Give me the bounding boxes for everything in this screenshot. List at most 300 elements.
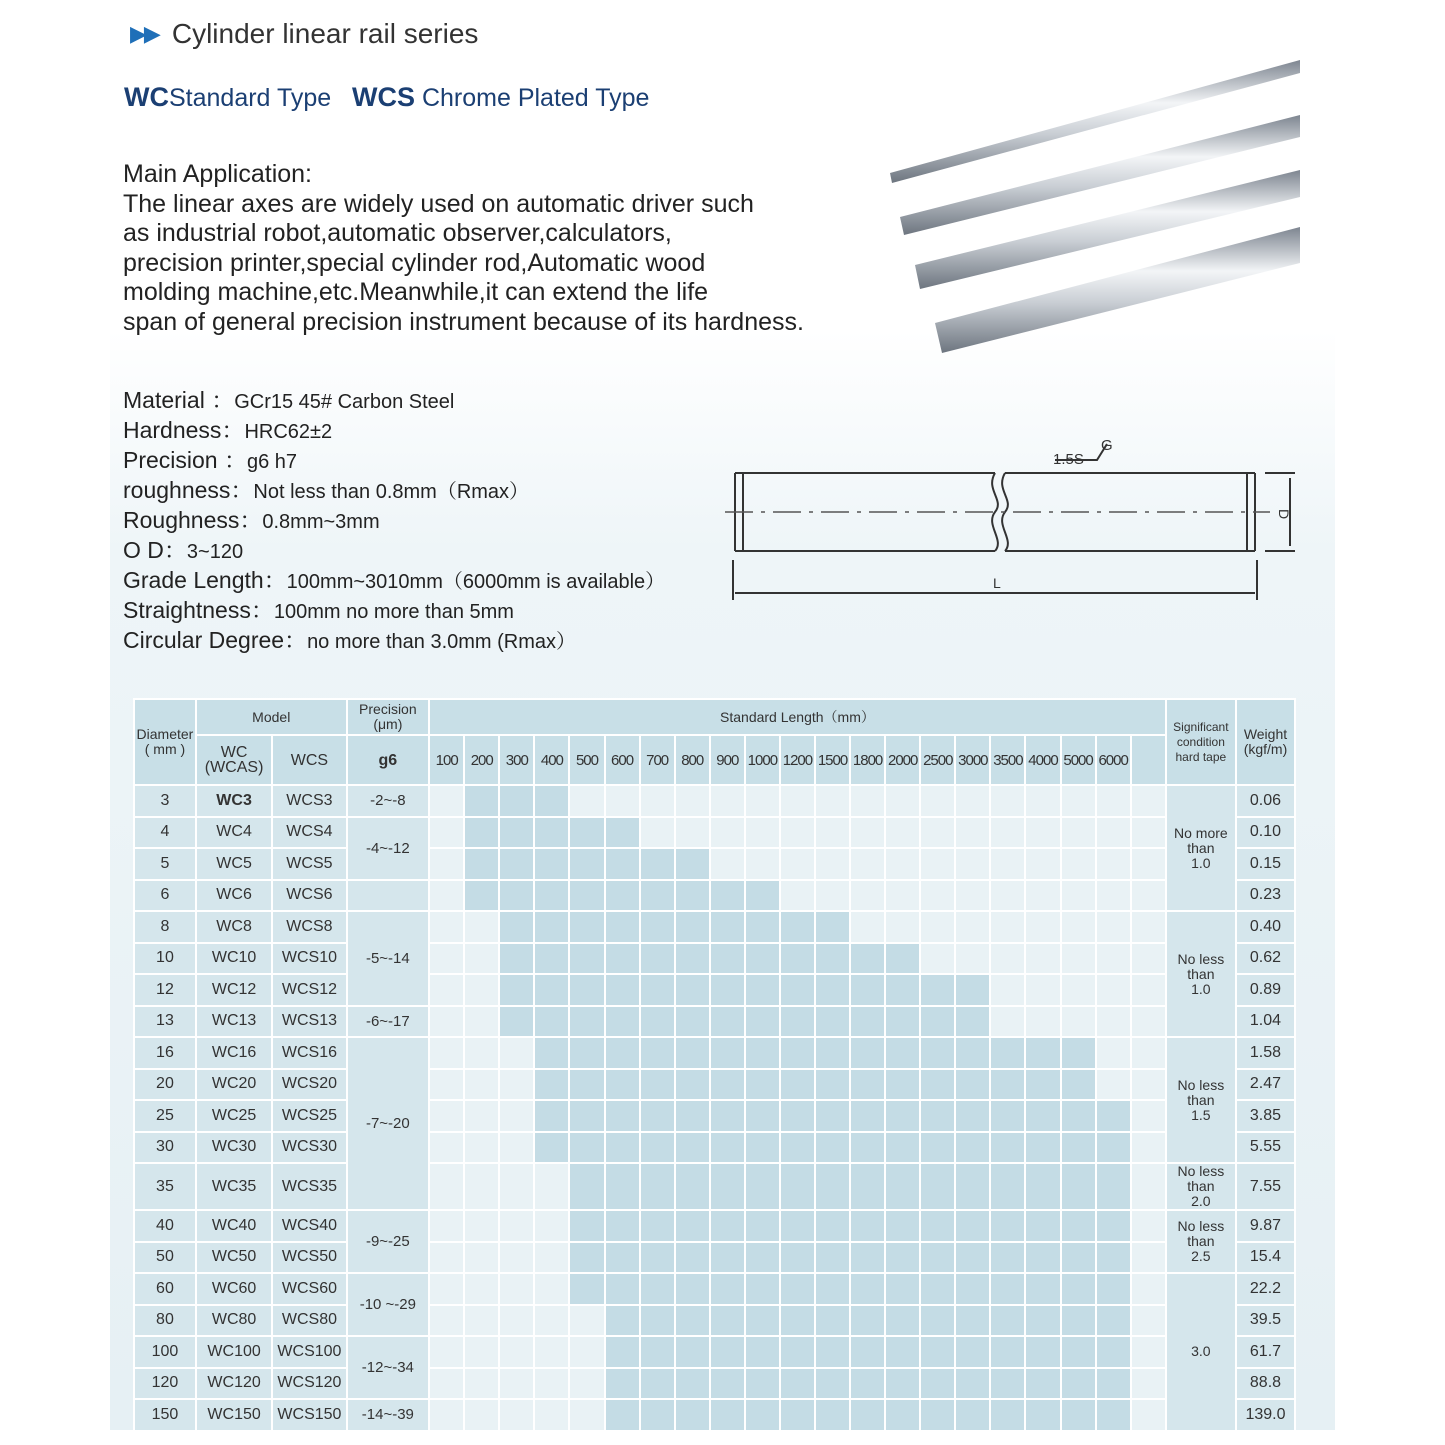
length-availability-cell [1096, 1100, 1131, 1132]
length-availability-cell [1131, 911, 1166, 943]
main-application [123, 160, 883, 337]
length-availability-cell [990, 911, 1025, 943]
length-availability-cell [780, 1069, 815, 1101]
length-availability-cell [955, 1006, 990, 1038]
length-availability-cell [745, 1336, 780, 1368]
length-availability-cell [464, 1210, 499, 1242]
length-availability-cell [920, 1037, 955, 1069]
length-availability-cell [990, 1305, 1025, 1337]
spec-list [123, 385, 665, 655]
length-availability-cell [745, 1163, 780, 1210]
length-availability-cell [429, 1132, 464, 1164]
type2-code: WCS [352, 82, 415, 112]
length-availability-cell [710, 1399, 745, 1431]
weight-cell: 3.85 [1236, 1100, 1295, 1132]
wcs-model-cell: WCS8 [272, 911, 346, 943]
length-availability-cell [710, 1037, 745, 1069]
length-availability-cell [815, 1399, 850, 1431]
wc-model-cell: WC16 [196, 1037, 272, 1069]
length-availability-cell [815, 785, 850, 817]
length-availability-cell [675, 1305, 710, 1337]
length-availability-cell [640, 1069, 675, 1101]
application-line: molding machine,etc.Meanwhile,it can extend the life [123, 278, 709, 306]
length-availability-cell [605, 1132, 640, 1164]
length-availability-cell [1025, 1305, 1060, 1337]
length-availability-cell [605, 1069, 640, 1101]
length-availability-cell [640, 911, 675, 943]
double-arrow-icon: ▶▶ [130, 21, 158, 46]
diameter-cell: 100 [134, 1336, 196, 1368]
precision-cell: -14~-39 [347, 1399, 430, 1431]
length-availability-cell [1025, 817, 1060, 849]
length-availability-cell [640, 1006, 675, 1038]
weight-cell: 139.0 [1236, 1399, 1295, 1431]
length-availability-cell [955, 943, 990, 975]
length-availability-cell [1025, 1336, 1060, 1368]
length-availability-cell [605, 848, 640, 880]
length-availability-cell [499, 1242, 534, 1274]
length-availability-cell [955, 848, 990, 880]
length-availability-cell [1131, 1399, 1166, 1431]
length-availability-cell [745, 848, 780, 880]
wc-model-cell: WC150 [196, 1399, 272, 1431]
length-header: 500 [569, 735, 604, 785]
length-availability-cell [1061, 1069, 1096, 1101]
weight-cell: 2.47 [1236, 1069, 1295, 1101]
wc-model-cell: WC100 [196, 1336, 272, 1368]
length-availability-cell [885, 1210, 920, 1242]
length-availability-cell [1096, 1368, 1131, 1400]
length-availability-cell [605, 1210, 640, 1242]
weight-cell: 0.23 [1236, 880, 1295, 912]
length-availability-cell [534, 1305, 569, 1337]
length-availability-cell [990, 848, 1025, 880]
length-availability-cell [1131, 1163, 1166, 1210]
length-availability-cell [675, 817, 710, 849]
length-availability-cell [710, 785, 745, 817]
rod-1 [890, 60, 1300, 183]
length-availability-cell [885, 1037, 920, 1069]
length-availability-cell [955, 1163, 990, 1210]
table-row [134, 1305, 1295, 1337]
length-availability-cell [499, 911, 534, 943]
weight-cell: 0.89 [1236, 974, 1295, 1006]
length-availability-cell [745, 1100, 780, 1132]
length-availability-cell [499, 1069, 534, 1101]
wc-model-cell: WC25 [196, 1100, 272, 1132]
wcs-model-cell: WCS60 [272, 1273, 346, 1305]
length-availability-cell [429, 1336, 464, 1368]
length-availability-cell [885, 1132, 920, 1164]
significant-cell: No less than 1.0 [1166, 911, 1236, 1037]
length-availability-cell [815, 1163, 850, 1210]
length-availability-cell [429, 1242, 464, 1274]
wc-model-cell: WC40 [196, 1210, 272, 1242]
g6-header: g6 [347, 735, 430, 785]
length-availability-cell [499, 848, 534, 880]
length-availability-cell [990, 1210, 1025, 1242]
length-availability-cell [534, 1100, 569, 1132]
length-availability-cell [920, 848, 955, 880]
length-availability-cell [534, 1242, 569, 1274]
length-availability-cell [885, 1006, 920, 1038]
length-availability-cell [464, 1305, 499, 1337]
length-availability-cell [1025, 1242, 1060, 1274]
wc-model-cell: WC80 [196, 1305, 272, 1337]
length-availability-cell [1131, 1006, 1166, 1038]
length-availability-cell [605, 1336, 640, 1368]
table-row [134, 1399, 1295, 1431]
spec-od: O D：3~120 [123, 537, 244, 563]
length-availability-cell [1061, 974, 1096, 1006]
length-availability-cell [1061, 1242, 1096, 1274]
diameter-cell: 4 [134, 817, 196, 849]
length-availability-cell [955, 1336, 990, 1368]
length-availability-cell [710, 1006, 745, 1038]
length-availability-cell [1131, 1210, 1166, 1242]
diameter-cell: 16 [134, 1037, 196, 1069]
length-availability-cell [1096, 1006, 1131, 1038]
length-availability-cell [745, 1210, 780, 1242]
length-availability-cell [815, 974, 850, 1006]
length-availability-cell [499, 817, 534, 849]
length-availability-cell [464, 1100, 499, 1132]
wcs-model-cell: WCS12 [272, 974, 346, 1006]
length-availability-cell [815, 1305, 850, 1337]
roughness-mark: 1.5S [1053, 451, 1084, 468]
length-availability-cell [429, 1006, 464, 1038]
length-availability-cell [675, 974, 710, 1006]
length-availability-cell [920, 1368, 955, 1400]
length-availability-cell [1061, 1163, 1096, 1210]
length-availability-cell [710, 817, 745, 849]
length-availability-cell [429, 1399, 464, 1431]
diameter-cell: 30 [134, 1132, 196, 1164]
length-availability-cell [885, 880, 920, 912]
length-availability-cell [990, 974, 1025, 1006]
length-availability-cell [1061, 1100, 1096, 1132]
significant-cell: No less than 2.5 [1166, 1210, 1236, 1273]
length-availability-cell [920, 1069, 955, 1101]
length-availability-cell [1096, 974, 1131, 1006]
length-availability-cell [569, 974, 604, 1006]
wc-model-cell: WC4 [196, 817, 272, 849]
length-availability-cell [1131, 817, 1166, 849]
significant-cell: No less than 2.0 [1166, 1163, 1236, 1210]
model-header: Model [196, 699, 347, 735]
length-availability-cell [815, 1368, 850, 1400]
length-availability-cell [640, 974, 675, 1006]
length-header: 200 [464, 735, 499, 785]
weight-cell: 1.58 [1236, 1037, 1295, 1069]
length-availability-cell [675, 943, 710, 975]
length-availability-cell [605, 974, 640, 1006]
length-availability-cell [429, 817, 464, 849]
length-availability-cell [1096, 848, 1131, 880]
length-availability-cell [780, 1368, 815, 1400]
length-availability-cell [815, 1100, 850, 1132]
length-availability-cell [640, 1273, 675, 1305]
weight-cell: 7.55 [1236, 1163, 1295, 1210]
length-availability-cell [1131, 785, 1166, 817]
length-availability-cell [990, 1399, 1025, 1431]
wcs-model-cell: WCS150 [272, 1399, 346, 1431]
length-availability-cell [1131, 1368, 1166, 1400]
type-line [124, 82, 649, 113]
diameter-cell: 5 [134, 848, 196, 880]
diameter-cell: 13 [134, 1006, 196, 1038]
length-availability-cell [885, 1399, 920, 1431]
length-availability-cell [605, 943, 640, 975]
length-availability-cell [464, 1163, 499, 1210]
length-availability-cell [675, 1242, 710, 1274]
length-availability-cell [990, 1132, 1025, 1164]
length-availability-cell [675, 880, 710, 912]
length-availability-cell [1061, 880, 1096, 912]
length-availability-cell [1061, 1006, 1096, 1038]
weight-cell: 22.2 [1236, 1273, 1295, 1305]
length-availability-cell [885, 848, 920, 880]
length-availability-cell [780, 1399, 815, 1431]
length-availability-cell [429, 1368, 464, 1400]
length-availability-cell [1061, 1336, 1096, 1368]
length-availability-cell [920, 880, 955, 912]
length-availability-cell [1131, 974, 1166, 1006]
length-availability-cell [1061, 1368, 1096, 1400]
length-availability-cell [850, 1006, 885, 1038]
wcs-model-cell: WCS120 [272, 1368, 346, 1400]
length-availability-cell [499, 974, 534, 1006]
wc-model-cell: WC8 [196, 911, 272, 943]
series-heading [130, 18, 478, 50]
length-availability-cell [499, 1037, 534, 1069]
length-availability-cell [675, 1132, 710, 1164]
length-availability-cell [1061, 1305, 1096, 1337]
application-line: span of general precision instrument because of its hardness. [123, 307, 804, 336]
spec-table-wrap [133, 698, 1296, 1432]
length-availability-cell [885, 1273, 920, 1305]
length-availability-cell [499, 785, 534, 817]
length-availability-cell [1096, 1336, 1131, 1368]
length-availability-cell [780, 1273, 815, 1305]
length-availability-cell [675, 1006, 710, 1038]
diameter-cell: 150 [134, 1399, 196, 1431]
length-availability-cell [920, 1273, 955, 1305]
length-availability-cell [640, 1163, 675, 1210]
length-availability-cell [640, 1132, 675, 1164]
precision-cell: -6~-17 [347, 1006, 430, 1038]
length-availability-cell [534, 1336, 569, 1368]
length-availability-cell [955, 1305, 990, 1337]
length-availability-cell [920, 943, 955, 975]
length-availability-cell [1025, 1273, 1060, 1305]
length-availability-cell [780, 785, 815, 817]
length-availability-cell [780, 880, 815, 912]
standard-length-header: Standard Length（mm） [429, 699, 1166, 735]
length-availability-cell [464, 1368, 499, 1400]
length-availability-cell [1131, 1242, 1166, 1274]
length-availability-cell [780, 848, 815, 880]
wc-model-cell: WC5 [196, 848, 272, 880]
length-availability-cell [1131, 1100, 1166, 1132]
length-availability-cell [1061, 785, 1096, 817]
length-availability-cell [1096, 1132, 1131, 1164]
length-availability-cell [534, 1210, 569, 1242]
length-availability-cell [464, 974, 499, 1006]
length-availability-cell [990, 880, 1025, 912]
length-availability-cell [499, 1163, 534, 1210]
length-availability-cell [429, 1210, 464, 1242]
length-availability-cell [710, 1210, 745, 1242]
length-availability-cell [990, 817, 1025, 849]
length-availability-cell [569, 1242, 604, 1274]
precision-cell: -2~-8 [347, 785, 430, 817]
length-availability-cell [815, 1273, 850, 1305]
diameter-header: Diameter ( mm ) [134, 699, 196, 785]
length-availability-cell [850, 943, 885, 975]
length-availability-cell [640, 1210, 675, 1242]
wcs-model-cell: WCS40 [272, 1210, 346, 1242]
length-availability-cell [464, 880, 499, 912]
length-availability-cell [710, 1069, 745, 1101]
length-availability-cell [885, 1336, 920, 1368]
diameter-cell: 20 [134, 1069, 196, 1101]
length-availability-cell [534, 1399, 569, 1431]
length-availability-cell [1025, 911, 1060, 943]
length-availability-cell [920, 1163, 955, 1210]
length-availability-cell [605, 1399, 640, 1431]
length-header: 300 [499, 735, 534, 785]
wcs-model-cell: WCS35 [272, 1163, 346, 1210]
application-line: precision printer,special cylinder rod,Automatic wood [123, 248, 706, 277]
length-availability-cell [920, 1242, 955, 1274]
length-header: 3000 [955, 735, 990, 785]
length-availability-cell [1131, 1305, 1166, 1337]
length-availability-cell [885, 1163, 920, 1210]
length-availability-cell [1061, 943, 1096, 975]
length-availability-cell [885, 1100, 920, 1132]
length-availability-cell [1025, 1037, 1060, 1069]
length-availability-cell [780, 817, 815, 849]
wcs-model-cell: WCS3 [272, 785, 346, 817]
weight-cell: 0.15 [1236, 848, 1295, 880]
length-availability-cell [534, 1273, 569, 1305]
wc-model-cell: WC50 [196, 1242, 272, 1274]
length-availability-cell [955, 911, 990, 943]
grade-mark: G [1101, 437, 1113, 454]
length-availability-cell [850, 1399, 885, 1431]
length-availability-cell [605, 817, 640, 849]
length-availability-cell [990, 1273, 1025, 1305]
series-title: Cylinder linear rail series [171, 18, 479, 49]
length-availability-cell [1025, 1399, 1060, 1431]
table-row [134, 1336, 1295, 1368]
length-availability-cell [955, 880, 990, 912]
significant-cell: No less than 1.5 [1166, 1037, 1236, 1163]
length-availability-cell [955, 1100, 990, 1132]
length-availability-cell [885, 1242, 920, 1274]
length-availability-cell [710, 943, 745, 975]
length-availability-cell [955, 817, 990, 849]
length-availability-cell [640, 1368, 675, 1400]
length-availability-cell [955, 1399, 990, 1431]
spec-roughness: Roughness：0.8mm~3mm [123, 507, 380, 533]
length-availability-cell [1096, 911, 1131, 943]
length-availability-cell [815, 943, 850, 975]
rod-2 [900, 115, 1300, 235]
table-row [134, 848, 1295, 880]
spec-circular-degree: Circular Degree：no more than 3.0mm (Rmax） [123, 627, 577, 653]
table-row [134, 911, 1295, 943]
length-availability-cell [1131, 1132, 1166, 1164]
length-availability-cell [850, 1242, 885, 1274]
length-availability-cell [710, 1273, 745, 1305]
length-availability-cell [780, 1210, 815, 1242]
length-header: 600 [605, 735, 640, 785]
length-availability-cell [745, 1368, 780, 1400]
application-line: The linear axes are widely used on automatic driver such [123, 189, 754, 218]
length-availability-cell [850, 848, 885, 880]
length-availability-cell [464, 1132, 499, 1164]
length-availability-cell [1061, 1399, 1096, 1431]
wc-model-cell: WC30 [196, 1132, 272, 1164]
length-availability-cell [955, 1132, 990, 1164]
length-availability-cell [640, 1037, 675, 1069]
length-header: 700 [640, 735, 675, 785]
length-availability-cell [1096, 817, 1131, 849]
length-availability-cell [569, 1273, 604, 1305]
length-availability-cell [850, 1273, 885, 1305]
length-availability-cell [1025, 1006, 1060, 1038]
length-availability-cell [534, 880, 569, 912]
length-availability-cell [850, 817, 885, 849]
length-availability-cell [1025, 1132, 1060, 1164]
length-availability-cell [955, 1273, 990, 1305]
length-availability-cell [850, 911, 885, 943]
rod-dimension-drawing [725, 430, 1305, 610]
length-availability-cell [1131, 848, 1166, 880]
diameter-cell: 35 [134, 1163, 196, 1210]
length-availability-cell [885, 785, 920, 817]
length-availability-cell [850, 1305, 885, 1337]
spec-precision: Precision ：g6 h7 [123, 447, 298, 473]
weight-cell: 5.55 [1236, 1132, 1295, 1164]
precision-cell: -10 ~-29 [347, 1273, 430, 1336]
weight-cell: 39.5 [1236, 1305, 1295, 1337]
length-availability-cell [569, 880, 604, 912]
significant-cell: No more than 1.0 [1166, 785, 1236, 911]
length-availability-cell [534, 1132, 569, 1164]
length-availability-cell [640, 848, 675, 880]
length-availability-cell [605, 1242, 640, 1274]
table-row [134, 1368, 1295, 1400]
weight-cell: 0.06 [1236, 785, 1295, 817]
length-availability-cell [1061, 1273, 1096, 1305]
length-availability-cell [920, 911, 955, 943]
length-availability-cell [815, 911, 850, 943]
length-availability-cell [920, 1336, 955, 1368]
length-availability-cell [850, 1163, 885, 1210]
type1-code: WC [124, 82, 169, 112]
precision-header: Precision (μm) [347, 699, 430, 735]
length-availability-cell [955, 1210, 990, 1242]
length-header-empty [1131, 735, 1166, 785]
weight-cell: 15.4 [1236, 1242, 1295, 1274]
length-availability-cell [534, 911, 569, 943]
application-heading: Main Application: [123, 160, 313, 188]
length-header: 100 [429, 735, 464, 785]
length-availability-cell [464, 1399, 499, 1431]
